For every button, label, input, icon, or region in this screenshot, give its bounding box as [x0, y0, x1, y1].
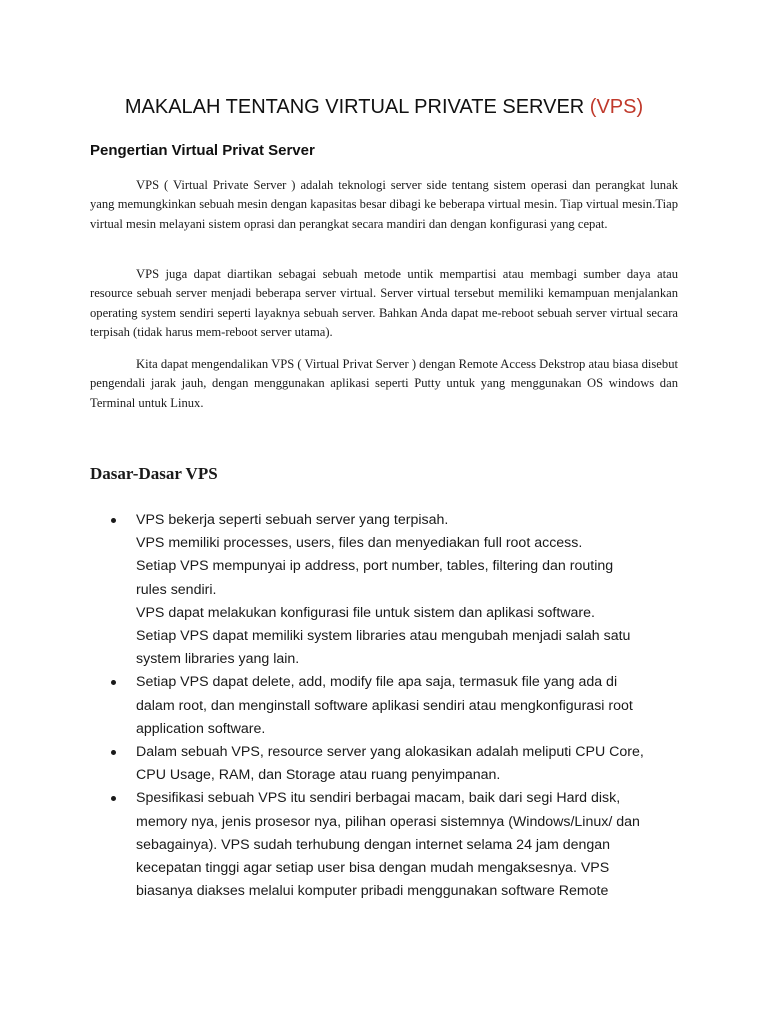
paragraph: VPS ( Virtual Private Server ) adalah teknologi server side tentang sistem operasi dan perangkat lunak yang memungkinkan sebuah mesin dengan kapasitas besar dibagi ke beberapa virtual mesin. Tiap virtual mesin.Tiap virtual mesin melayani sistem oprasi dan perangkat secara mandiri dan dengan konfigurasi yang cepat. — [90, 178, 678, 231]
bullet-line: dalam root, dan menginstall software aplikasi sendiri atau mengkonfigurasi root — [136, 697, 633, 714]
bullet-line: system libraries yang lain. — [136, 651, 300, 668]
bullet-line: application software. — [136, 720, 266, 737]
bullet-line: kecepatan tinggi agar setiap user bisa dengan mudah mengaksesnya. VPS — [136, 860, 610, 877]
bullet-line: Setiap VPS dapat memiliki system libraries atau mengubah menjadi salah satu — [136, 628, 631, 645]
bullet-line: Spesifikasi sebuah VPS itu sendiri berbagai macam, baik dari segi Hard disk, — [136, 790, 621, 807]
section-subheading: Pengertian Virtual Privat Server — [90, 142, 315, 159]
paragraph: Kita dapat mengendalikan VPS ( Virtual Privat Server ) dengan Remote Access Dekstrop atau biasa disebut pengendali jarak jauh, dengan menggunakan aplikasi seperti Putty untuk yang menggunakan OS windows dan Terminal untuk Linux. — [90, 357, 678, 410]
bullet-line: rules sendiri. — [136, 581, 217, 598]
title-accent: (VPS) — [589, 96, 644, 118]
bullet-list — [90, 509, 690, 903]
bullet-item — [90, 671, 690, 741]
bullet-item — [90, 741, 690, 787]
bullet-item — [90, 787, 690, 903]
bullet-line: Setiap VPS mempunyai ip address, port number, tables, filtering dan routing — [136, 558, 614, 575]
bullet-dot-icon — [111, 518, 116, 523]
bullet-line: memory nya, jenis prosesor nya, pilihan operasi sistemnya (Windows/Linux/ dan — [136, 813, 640, 830]
bullet-line: CPU Usage, RAM, dan Storage atau ruang penyimpanan. — [136, 767, 501, 784]
title-main: MAKALAH TENTANG VIRTUAL PRIVATE SERVER — [124, 96, 590, 118]
bullet-line: Setiap VPS dapat delete, add, modify file apa saja, termasuk file yang ada di — [136, 674, 618, 691]
bullet-line: VPS bekerja seperti sebuah server yang terpisah. — [136, 512, 449, 528]
bullet-dot-icon — [111, 680, 116, 685]
bullet-line: VPS memiliki processes, users, files dan menyediakan full root access. — [136, 535, 583, 552]
paragraph: VPS juga dapat diartikan sebagai sebuah metode untik mempartisi atau membagi sumber daya atau resource sebuah server menjadi beberapa server virtual. Server virtual tersebut memiliki kemampuan menjalankan operating system sendiri seperti layaknya sebuah server. Bahkan Anda dapat me-reboot sebuah server virtual secara terpisah (tidak harus mem-reboot server utama). — [90, 267, 678, 340]
bullet-line: VPS dapat melakukan konfigurasi file untuk sistem dan aplikasi software. — [136, 604, 595, 621]
bullet-dot-icon — [111, 750, 116, 755]
section-heading: Dasar-Dasar VPS — [90, 464, 218, 483]
document-title — [0, 93, 768, 121]
bullet-dot-icon — [111, 796, 116, 801]
bullet-item — [90, 509, 690, 671]
bullet-line: biasanya diakses melalui komputer pribadi menggunakan software Remote — [136, 883, 609, 900]
bullet-line: sebagainya). VPS sudah terhubung dengan internet selama 24 jam dengan — [136, 836, 611, 853]
bullet-line: Dalam sebuah VPS, resource server yang alokasikan adalah meliputi CPU Core, — [136, 744, 644, 761]
